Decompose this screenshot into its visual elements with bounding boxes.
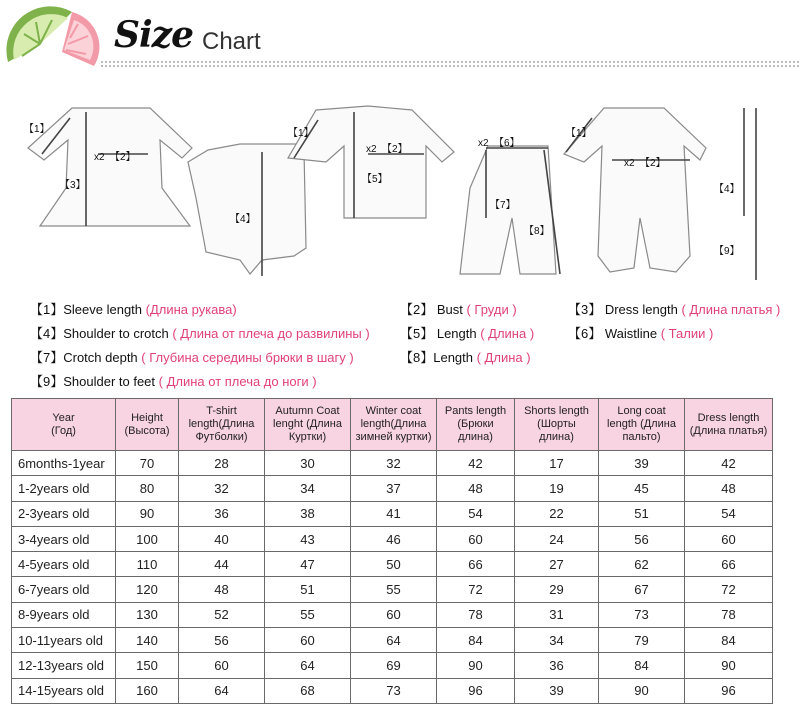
size-cell: 39 xyxy=(515,678,599,703)
size-cell: 24 xyxy=(515,526,599,551)
size-cell: 64 xyxy=(351,628,437,653)
size-cell: 90 xyxy=(116,501,179,526)
table-row xyxy=(12,451,773,476)
table-header-line: lenght (Длина xyxy=(273,418,342,430)
table-header-line: (Высота) xyxy=(124,424,170,437)
size-cell: 39 xyxy=(599,451,685,476)
table-header-line: (Год) xyxy=(51,424,76,437)
legend-item-9: 【9】Shoulder to feet ( Длина от плеча до ноги ) xyxy=(30,374,317,389)
size-cell: 47 xyxy=(265,552,351,577)
size-cell: 80 xyxy=(116,476,179,501)
size-cell: 55 xyxy=(351,577,437,602)
diagram-label-1c: 【1】 xyxy=(566,128,592,139)
age-cell: 3-4years old xyxy=(12,526,116,551)
size-cell: 150 xyxy=(116,653,179,678)
size-cell: 96 xyxy=(437,678,515,703)
diagram-label-2: 【2】 xyxy=(110,152,136,163)
size-cell: 72 xyxy=(437,577,515,602)
diagram-label-6: 【6】 xyxy=(494,138,520,149)
size-cell: 44 xyxy=(179,552,265,577)
size-cell: 36 xyxy=(515,653,599,678)
table-header-cell xyxy=(265,399,351,451)
title-script: Size xyxy=(114,14,194,56)
table-header-cell xyxy=(351,399,437,451)
size-cell: 51 xyxy=(265,577,351,602)
diagram-label-1b: 【1】 xyxy=(288,128,314,139)
table-header-line: Dress length xyxy=(697,411,760,424)
table-row xyxy=(12,577,773,602)
legend-item-4: 【4】Shoulder to crotch ( Длина от плеча до развилины ) xyxy=(30,326,370,341)
diagram-label-x2c: x2 xyxy=(478,138,489,149)
table-header-line: Year xyxy=(52,411,75,424)
table-header-row xyxy=(12,399,773,451)
legend-item-7: 【7】Crotch depth ( Глубина середины брюки в шагу ) xyxy=(30,350,354,365)
size-cell: 40 xyxy=(179,526,265,551)
header xyxy=(0,0,800,78)
top-outline-icon xyxy=(288,106,454,218)
size-cell: 73 xyxy=(599,602,685,627)
dress-outline-icon xyxy=(28,108,192,226)
table-header-line: Куртки) xyxy=(288,431,327,443)
table-header-line: Height xyxy=(131,411,163,424)
table-header-line: Pants length xyxy=(444,405,507,417)
size-cell: 52 xyxy=(179,602,265,627)
diagram-label-5: 【5】 xyxy=(362,174,388,185)
table-body xyxy=(12,451,773,704)
size-cell: 55 xyxy=(265,602,351,627)
size-cell: 28 xyxy=(179,451,265,476)
size-cell: 64 xyxy=(179,678,265,703)
table-header-line: Winter coat xyxy=(365,405,422,417)
size-cell: 43 xyxy=(265,526,351,551)
size-cell: 66 xyxy=(685,552,773,577)
size-cell: 60 xyxy=(437,526,515,551)
size-cell: 67 xyxy=(599,577,685,602)
dotted-divider xyxy=(100,60,800,68)
age-cell: 10-11years old xyxy=(12,628,116,653)
table-header-line: Футболки) xyxy=(195,431,248,443)
size-cell: 37 xyxy=(351,476,437,501)
size-cell: 27 xyxy=(515,552,599,577)
size-cell: 100 xyxy=(116,526,179,551)
table-row xyxy=(12,501,773,526)
size-cell: 32 xyxy=(351,451,437,476)
table-header-line: длина) xyxy=(458,431,493,443)
diagram-label-2c: 【2】 xyxy=(640,158,666,169)
size-cell: 130 xyxy=(116,602,179,627)
size-cell: 50 xyxy=(351,552,437,577)
table-header-cell xyxy=(12,399,116,451)
table-row xyxy=(12,602,773,627)
age-cell: 6months-1year xyxy=(12,451,116,476)
size-cell: 84 xyxy=(437,628,515,653)
size-cell: 60 xyxy=(351,602,437,627)
title-chart: Chart xyxy=(202,28,261,55)
table-header-line: зимней куртки) xyxy=(355,431,432,443)
size-cell: 69 xyxy=(351,653,437,678)
size-cell: 42 xyxy=(685,451,773,476)
legend-item-8: 【8】Length ( Длина ) xyxy=(400,350,531,365)
size-cell: 84 xyxy=(685,628,773,653)
size-cell: 48 xyxy=(437,476,515,501)
diagram-label-2b: 【2】 xyxy=(382,144,408,155)
table-header-line: длина) xyxy=(539,431,574,443)
size-cell: 31 xyxy=(515,602,599,627)
size-cell: 54 xyxy=(685,501,773,526)
size-cell: 79 xyxy=(599,628,685,653)
age-cell: 12-13years old xyxy=(12,653,116,678)
size-cell: 45 xyxy=(599,476,685,501)
size-cell: 64 xyxy=(265,653,351,678)
size-cell: 70 xyxy=(116,451,179,476)
size-cell: 46 xyxy=(351,526,437,551)
size-cell: 38 xyxy=(265,501,351,526)
table-header-cell xyxy=(599,399,685,451)
size-cell: 90 xyxy=(437,653,515,678)
size-cell: 60 xyxy=(265,628,351,653)
table-row xyxy=(12,552,773,577)
diagram-label-3: 【3】 xyxy=(60,180,86,191)
age-cell: 8-9years old xyxy=(12,602,116,627)
size-cell: 60 xyxy=(179,653,265,678)
size-cell: 32 xyxy=(179,476,265,501)
size-cell: 51 xyxy=(599,501,685,526)
size-cell: 78 xyxy=(437,602,515,627)
table-header-cell xyxy=(515,399,599,451)
table-row xyxy=(12,678,773,703)
garment-diagram xyxy=(0,88,800,288)
table-header-line: (Длина платья) xyxy=(689,424,768,437)
diagram-label-x2b: x2 xyxy=(366,144,377,155)
diagram-label-x2d: x2 xyxy=(624,158,635,169)
table-row xyxy=(12,526,773,551)
diagram-label-x2: x2 xyxy=(94,152,105,163)
diagram-label-8: 【8】 xyxy=(524,226,550,237)
table-header-line: length(Длина xyxy=(188,418,255,430)
size-cell: 96 xyxy=(685,678,773,703)
table-row xyxy=(12,476,773,501)
size-cell: 84 xyxy=(599,653,685,678)
diagram-label-4: 【4】 xyxy=(230,214,256,225)
size-cell: 160 xyxy=(116,678,179,703)
age-cell: 14-15years old xyxy=(12,678,116,703)
size-cell: 22 xyxy=(515,501,599,526)
size-cell: 78 xyxy=(685,602,773,627)
size-cell: 90 xyxy=(685,653,773,678)
age-cell: 4-5years old xyxy=(12,552,116,577)
table-header-cell xyxy=(685,399,773,451)
size-cell: 90 xyxy=(599,678,685,703)
legend-item-1: 【1】Sleeve length (Длина рукава) xyxy=(30,302,237,317)
size-table xyxy=(11,398,773,704)
size-cell: 48 xyxy=(179,577,265,602)
size-cell: 56 xyxy=(599,526,685,551)
legend-item-6: 【6】 Waistline ( Талии ) xyxy=(568,326,714,341)
table-header-cell xyxy=(437,399,515,451)
size-cell: 110 xyxy=(116,552,179,577)
table-header-line: T-shirt xyxy=(206,405,237,417)
size-cell: 34 xyxy=(265,476,351,501)
age-cell: 1-2years old xyxy=(12,476,116,501)
diagram-label-7: 【7】 xyxy=(490,200,516,211)
size-cell: 42 xyxy=(437,451,515,476)
diagram-label-4b: 【4】 xyxy=(714,184,740,195)
legend-item-5: 【5】 Length ( Длина ) xyxy=(400,326,535,341)
size-cell: 72 xyxy=(685,577,773,602)
citrus-logo-icon xyxy=(2,4,110,76)
size-cell: 17 xyxy=(515,451,599,476)
diagram-label-1: 【1】 xyxy=(24,124,50,135)
table-header-line: Long coat xyxy=(617,405,666,417)
size-cell: 56 xyxy=(179,628,265,653)
size-cell: 62 xyxy=(599,552,685,577)
size-cell: 66 xyxy=(437,552,515,577)
table-header-line: пальто) xyxy=(622,431,661,443)
age-cell: 2-3years old xyxy=(12,501,116,526)
size-cell: 140 xyxy=(116,628,179,653)
age-cell: 6-7years old xyxy=(12,577,116,602)
table-header-cell xyxy=(179,399,265,451)
size-cell: 30 xyxy=(265,451,351,476)
table-header-line: length (Длина xyxy=(607,418,676,430)
size-cell: 29 xyxy=(515,577,599,602)
table-header-line: Autumn Coat xyxy=(275,405,340,417)
table-header-cell xyxy=(116,399,179,451)
size-cell: 120 xyxy=(116,577,179,602)
table-header-line: (Брюки xyxy=(457,418,494,430)
size-cell: 60 xyxy=(685,526,773,551)
size-cell: 34 xyxy=(515,628,599,653)
size-cell: 36 xyxy=(179,501,265,526)
diagram-label-9: 【9】 xyxy=(714,246,740,257)
table-header-line: Shorts length xyxy=(524,405,589,417)
size-cell: 68 xyxy=(265,678,351,703)
table-row xyxy=(12,628,773,653)
size-cell: 19 xyxy=(515,476,599,501)
legend-item-3: 【3】 Dress length ( Длина платья ) xyxy=(568,302,781,317)
size-cell: 41 xyxy=(351,501,437,526)
size-cell: 48 xyxy=(685,476,773,501)
table-header-line: (Шорты xyxy=(537,418,576,430)
table-header-line: length(Длина xyxy=(360,418,427,430)
legend-item-2: 【2】 Bust ( Груди ) xyxy=(400,302,517,317)
size-cell: 54 xyxy=(437,501,515,526)
table-row xyxy=(12,653,773,678)
bodysuit-outline-icon xyxy=(188,144,306,274)
size-cell: 73 xyxy=(351,678,437,703)
